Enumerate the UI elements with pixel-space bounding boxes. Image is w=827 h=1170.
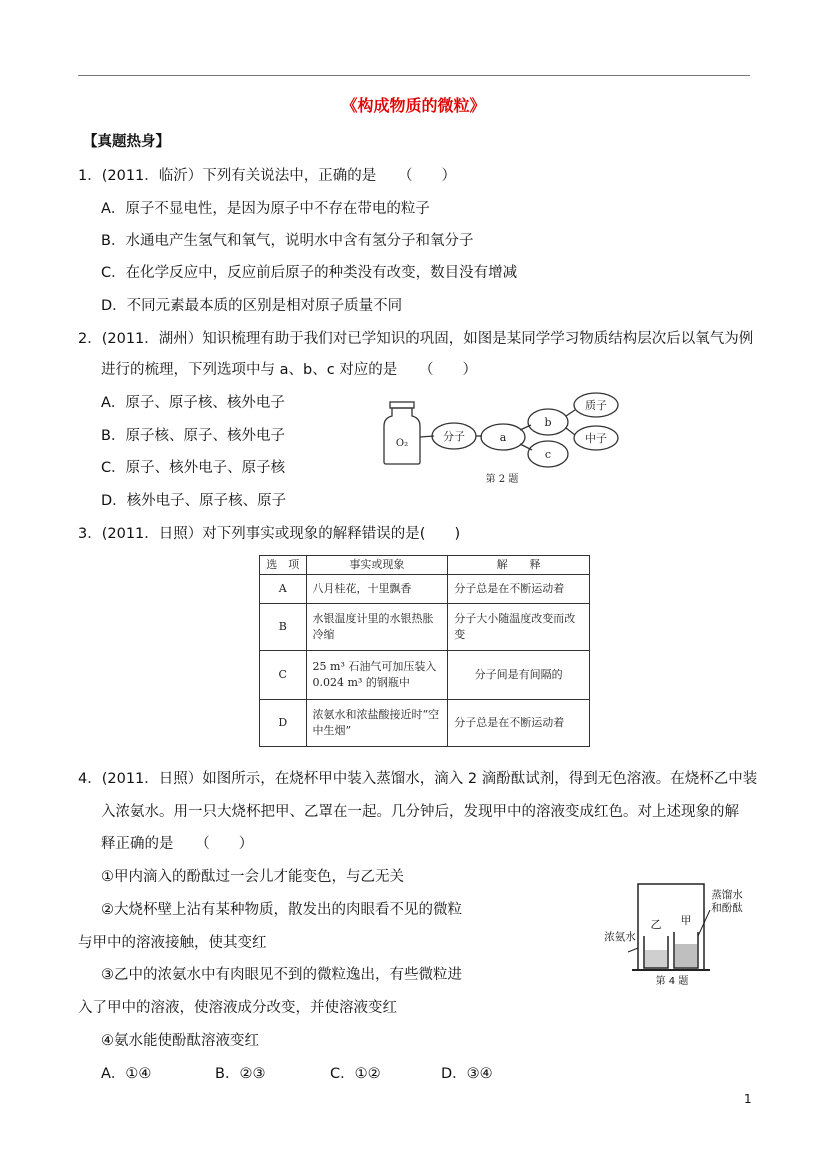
page-title: 《构成物质的微粒》 (341, 96, 486, 115)
row-b-explanation: 分子大小随温度改变而改变 (448, 604, 590, 651)
table-header-row (260, 556, 590, 575)
q4-choice-b: B．②③ (215, 1066, 266, 1082)
row-d-explanation: 分子总是在不断运动着 (448, 699, 590, 746)
q2-figure-caption: 第 2 题 (485, 474, 519, 485)
q4-statement-2: ②大烧杯壁上沾有某种物质，散发出的肉眼看不见的微粒 (101, 902, 462, 918)
label-water-line2: 和酚酞 (711, 902, 743, 914)
q4-stem-line1: 4．(2011．日照）如图所示，在烧杯甲中装入蒸馏水，滴入 2 滴酚酞试剂，得到无色溶液。在烧杯乙中装 (78, 771, 758, 787)
q4-choice-c: C．①② (330, 1066, 381, 1082)
table-row (260, 650, 590, 699)
beaker-jia-liquid (675, 944, 697, 967)
q4-statement-3-cont: 入了甲中的溶液，使溶液成分改变，并使溶液变红 (78, 1000, 397, 1016)
q4-choice-a: A．①④ (101, 1066, 152, 1082)
label-yi: 乙 (650, 918, 662, 931)
row-b-fact: 水银温度计里的水银热胀冷缩 (306, 604, 448, 651)
table-row (260, 575, 590, 604)
q1-option-b: B．水通电产生氢气和氧气，说明水中含有氢分子和氧分子 (101, 233, 474, 249)
q2-structure-diagram (382, 388, 622, 488)
row-d-fact: 浓氨水和浓盐酸接近时“空中生烟” (306, 699, 448, 746)
q4-choice-d: D．③④ (441, 1066, 493, 1082)
table-header-fact: 事实或现象 (306, 556, 448, 575)
q2-stem-line1: 2．(2011．湖州）知识梳理有助于我们对已学知识的巩固，如图是某同学学习物质结构层次后以氧气为例 (78, 331, 754, 347)
proton-label: 质子 (585, 399, 607, 412)
row-c-fact: 25 m³ 石油气可加压装入 0.024 m³ 的钢瓶中 (306, 650, 448, 699)
q2-option-c: C．原子、核外电子、原子核 (101, 460, 286, 476)
bottle-stopper (390, 402, 414, 408)
label-jia: 甲 (680, 914, 692, 927)
q2-option-a: A．原子、原子核、核外电子 (101, 395, 285, 411)
q3-stem: 3．(2011．日照）对下列事实或现象的解释错误的是( ) (78, 526, 461, 542)
row-a-fact: 八月桂花，十里飘香 (306, 575, 448, 604)
q4-stem-line3: 释正确的是 （ ） (101, 836, 254, 852)
header-rule (78, 75, 750, 76)
row-a-explanation: 分子总是在不断运动着 (448, 575, 590, 604)
q4-figure-caption: 第 4 题 (655, 976, 689, 987)
q1-option-a: A．原子不显电性，是因为原子中不存在带电的粒子 (101, 201, 430, 217)
q1-stem: 1．(2011．临沂）下列有关说法中，正确的是 （ ） (78, 168, 457, 184)
q1-option-c: C．在化学反应中，反应前后原子的种类没有改变，数目没有增减 (101, 265, 518, 281)
bottle-shape (384, 408, 420, 464)
q4-beaker-diagram (598, 880, 758, 988)
q2-option-d: D．核外电子、原子核、原子 (101, 493, 287, 509)
row-d-option: D (260, 699, 307, 746)
node-a-label: a (499, 431, 507, 444)
q4-statement-2-cont: 与甲中的溶液接触，使其变红 (78, 935, 267, 951)
q4-statement-3: ③乙中的浓氨水中有肉眼见不到的微粒逸出，有些微粒进 (101, 967, 462, 983)
q2-option-b: B．原子核、原子、核外电子 (101, 428, 285, 444)
beaker-yi-liquid (645, 950, 667, 967)
section-heading: 【真题热身】 (83, 134, 170, 150)
label-ammonia: 浓氨水 (604, 931, 636, 943)
q3-table (259, 555, 590, 747)
q4-stem-line2: 入浓氨水。用一只大烧杯把甲、乙罩在一起。几分钟后，发现甲中的溶液变成红色。对上述现象的解 (101, 804, 739, 820)
node-b-label: b (544, 416, 552, 429)
q4-statement-1: ①甲内滴入的酚酞过一会儿才能变色，与乙无关 (101, 869, 404, 885)
row-c-explanation: 分子间是有间隔的 (448, 650, 590, 699)
page-number: 1 (744, 1092, 752, 1106)
row-b-option: B (260, 604, 307, 651)
molecule-label: 分子 (443, 430, 465, 443)
bottle-label: O₂ (395, 438, 409, 449)
neutron-label: 中子 (585, 432, 607, 445)
node-c-label: c (544, 448, 552, 461)
q4-statement-4: ④氨水能使酚酞溶液变红 (101, 1033, 259, 1049)
label-water-line1: 蒸馏水 (711, 889, 743, 901)
row-a-option: A (260, 575, 307, 604)
table-header-option: 选 项 (260, 556, 307, 575)
table-row (260, 604, 590, 651)
q1-option-d: D．不同元素最本质的区别是相对原子质量不同 (101, 298, 403, 314)
row-c-option: C (260, 650, 307, 699)
table-row (260, 699, 590, 746)
table-header-explanation: 解 释 (448, 556, 590, 575)
q2-stem-line2: 进行的梳理，下列选项中与 a、b、c 对应的是 （ ） (101, 362, 478, 378)
